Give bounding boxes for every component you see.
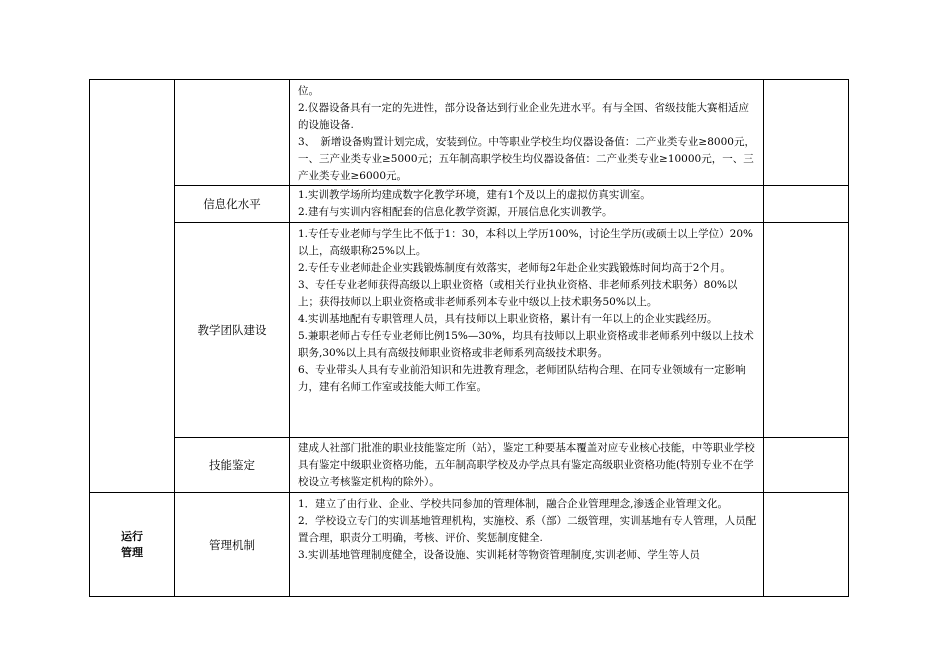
criteria-line: 5.兼职老师占专任专业老师比例15%—30%，均具有技师以上职业资格或非老师系列中级以上技术职务,30%以上具有高级技师职业资格或非老师系列高级技术职务。 <box>298 330 754 359</box>
score-cell <box>764 493 849 597</box>
subitem-management-mechanism: 管理机制 <box>175 493 290 597</box>
subitem-informatization: 信息化水平 <box>175 186 290 223</box>
standards-table <box>89 79 849 597</box>
table-row <box>90 186 849 223</box>
category-label-line1: 运行 <box>121 529 143 543</box>
subitem-cell-continued <box>175 80 290 186</box>
criteria-cell-informatization <box>290 186 764 223</box>
criteria-line: 1.专任专业老师与学生比不低于1：30，本科以上学历100%，讨论生学历(或硕士以上学位）20%以上，高级职称25%以上。 <box>298 228 754 257</box>
criteria-cell-skill-appraisal <box>290 438 764 493</box>
category-cell-continued <box>90 80 175 493</box>
criteria-line: 1．建立了由行业、企业、学校共同参加的管理体制，融合企业管理理念,渗透企业管理文化。 <box>298 498 729 510</box>
score-cell <box>764 186 849 223</box>
criteria-line: 2.仪器设备具有一定的先进性，部分设备达到行业企业先进水平。有与全国、省级技能大赛相适应的设施设备. <box>298 102 750 131</box>
criteria-line: 1.实训教学场所均建成数字化教学环境，建有1个及以上的虚拟仿真实训室。 <box>298 189 651 201</box>
criteria-line: 3.实训基地管理制度健全，设备设施、实训耗材等物资管理制度,实训老师、学生等人员 <box>298 549 700 561</box>
criteria-line: 3、专任专业老师获得高级以上职业资格（或相关行业执业资格、非老师系列技术职务）80%以上；获得技师以上职业资格或非老师系列本专业中级以上技术职务50%以上。 <box>298 279 738 308</box>
score-cell <box>764 223 849 438</box>
table-row <box>90 223 849 438</box>
criteria-line: 6、专业带头人具有专业前沿知识和先进教育理念，老师团队结构合理、在同专业领域有一定影响力，建有名师工作室或技能大师工作室。 <box>298 364 746 393</box>
criteria-line: 2.专任专业老师赴企业实践锻炼制度有效落实，老师每2年赴企业实践锻炼时间均高于2个月。 <box>298 262 731 274</box>
criteria-cell-management-mechanism <box>290 493 764 597</box>
table-row <box>90 493 849 597</box>
category-operation-management <box>90 493 175 597</box>
table-row <box>90 438 849 493</box>
criteria-line: 2．学校设立专门的实训基地管理机构，实施校、系（部）二级管理，实训基地有专人管理，人员配置合理，职责分工明确，考核、评价、奖惩制度健全. <box>298 515 757 544</box>
criteria-line: 建成人社部门批准的职业技能鉴定所（站），鉴定工种要基本覆盖对应专业核心技能，中等职业学校具有鉴定中级职业资格功能，五年制高职学校及办学点具有鉴定高级职业资格功能(特别专业不在学校设立考核鉴定机构的除外）。 <box>298 442 755 488</box>
criteria-line: 4.实训基地配有专职管理人员，具有技师以上职业资格，累计有一年以上的企业实践经历。 <box>298 313 718 325</box>
criteria-line: 3、 新增设备购置计划完成，安装到位。中等职业学校生均仪器设备值：二产业类专业≥8000元，一、三产业类专业≥5000元；五年制高职学校生均仪器设备值：二产业类专业≥10000元，一、三产业类专业≥6000元。 <box>298 136 755 182</box>
criteria-line: 2.建有与实训内容相配套的信息化教学资源，开展信息化实训教学。 <box>298 206 613 218</box>
subitem-skill-appraisal: 技能鉴定 <box>175 438 290 493</box>
criteria-cell-equipment <box>290 80 764 186</box>
category-label-line2: 管理 <box>121 545 143 559</box>
score-cell <box>764 438 849 493</box>
criteria-line: 位。 <box>298 85 319 97</box>
table-row <box>90 80 849 186</box>
criteria-cell-teaching-team <box>290 223 764 438</box>
subitem-teaching-team: 教学团队建设 <box>175 223 290 438</box>
score-cell <box>764 80 849 186</box>
